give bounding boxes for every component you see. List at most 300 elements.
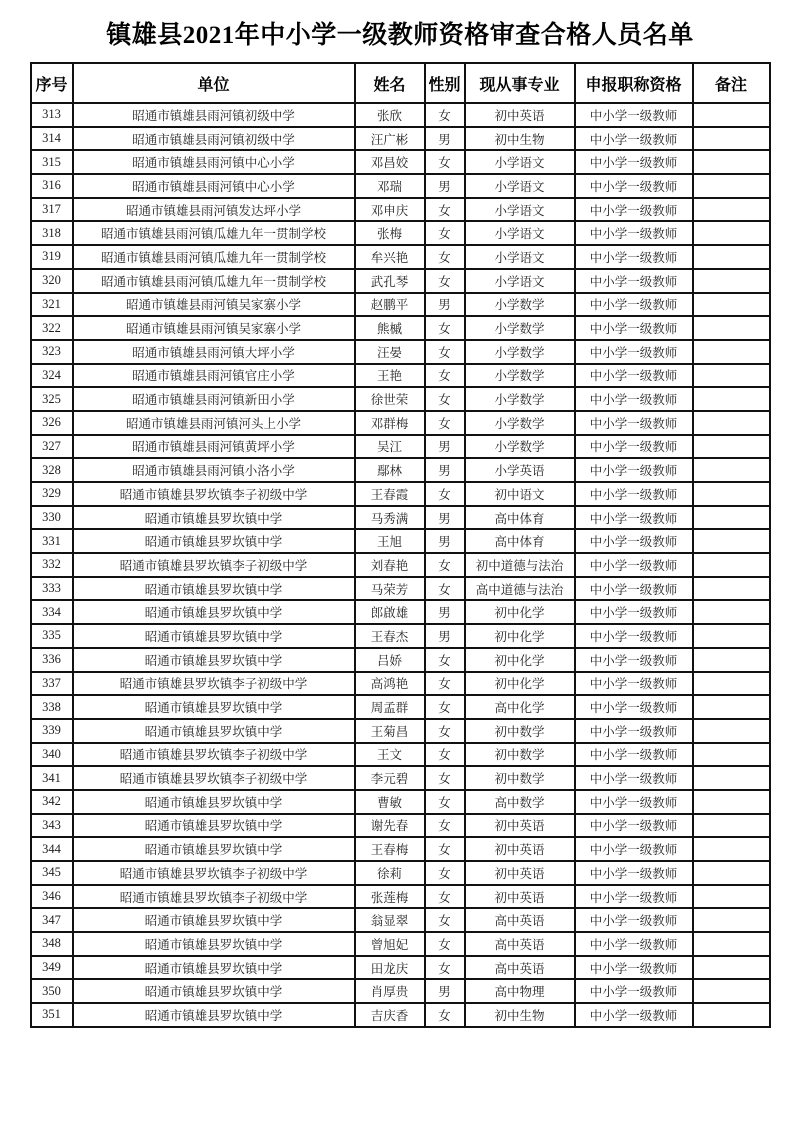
- cell-name: 张欣: [355, 103, 425, 127]
- header-cell-unit: 单位: [73, 63, 355, 103]
- cell-major: 小学数学: [465, 293, 575, 317]
- cell-title: 中小学一级教师: [575, 269, 693, 293]
- cell-gender: 女: [425, 695, 465, 719]
- cell-gender: 女: [425, 150, 465, 174]
- cell-title: 中小学一级教师: [575, 150, 693, 174]
- cell-remark: [693, 861, 770, 885]
- cell-remark: [693, 624, 770, 648]
- cell-index: 328: [31, 458, 73, 482]
- cell-gender: 女: [425, 387, 465, 411]
- cell-name: 肖厚贵: [355, 979, 425, 1003]
- cell-index: 344: [31, 837, 73, 861]
- cell-index: 340: [31, 743, 73, 767]
- cell-gender: 女: [425, 837, 465, 861]
- cell-title: 中小学一级教师: [575, 719, 693, 743]
- cell-index: 350: [31, 979, 73, 1003]
- cell-unit: 昭通市镇雄县雨河镇初级中学: [73, 103, 355, 127]
- cell-unit: 昭通市镇雄县罗坎镇中学: [73, 506, 355, 530]
- cell-gender: 女: [425, 103, 465, 127]
- cell-title: 中小学一级教师: [575, 624, 693, 648]
- cell-name: 郎啟雄: [355, 600, 425, 624]
- cell-title: 中小学一级教师: [575, 316, 693, 340]
- table-row: [31, 316, 770, 340]
- cell-title: 中小学一级教师: [575, 766, 693, 790]
- cell-gender: 女: [425, 553, 465, 577]
- cell-gender: 女: [425, 411, 465, 435]
- cell-remark: [693, 435, 770, 459]
- table-row: [31, 956, 770, 980]
- table-header: [31, 63, 770, 103]
- table-row: [31, 150, 770, 174]
- cell-name: 赵鹏平: [355, 293, 425, 317]
- cell-unit: 昭通市镇雄县罗坎镇中学: [73, 908, 355, 932]
- cell-remark: [693, 174, 770, 198]
- cell-title: 中小学一级教师: [575, 387, 693, 411]
- table-row: [31, 837, 770, 861]
- cell-index: 338: [31, 695, 73, 719]
- cell-title: 中小学一级教师: [575, 198, 693, 222]
- table-header-row: [31, 63, 770, 103]
- cell-index: 319: [31, 245, 73, 269]
- cell-name: 王春梅: [355, 837, 425, 861]
- cell-name: 高鸿艳: [355, 672, 425, 696]
- cell-remark: [693, 1003, 770, 1027]
- cell-major: 初中英语: [465, 814, 575, 838]
- cell-remark: [693, 956, 770, 980]
- cell-remark: [693, 672, 770, 696]
- cell-gender: 男: [425, 600, 465, 624]
- teacher-roster-table: [30, 62, 771, 1028]
- cell-unit: 昭通市镇雄县雨河镇吴家寨小学: [73, 316, 355, 340]
- cell-title: 中小学一级教师: [575, 814, 693, 838]
- cell-index: 317: [31, 198, 73, 222]
- cell-remark: [693, 837, 770, 861]
- cell-index: 325: [31, 387, 73, 411]
- cell-name: 李元碧: [355, 766, 425, 790]
- cell-gender: 女: [425, 482, 465, 506]
- cell-major: 小学数学: [465, 316, 575, 340]
- cell-name: 鄢林: [355, 458, 425, 482]
- cell-index: 329: [31, 482, 73, 506]
- cell-major: 小学语文: [465, 245, 575, 269]
- cell-name: 翁显翠: [355, 908, 425, 932]
- cell-major: 小学数学: [465, 364, 575, 388]
- cell-gender: 女: [425, 908, 465, 932]
- cell-index: 332: [31, 553, 73, 577]
- cell-index: 323: [31, 340, 73, 364]
- cell-unit: 昭通市镇雄县罗坎镇中学: [73, 956, 355, 980]
- cell-gender: 女: [425, 245, 465, 269]
- table-row: [31, 269, 770, 293]
- table-row: [31, 577, 770, 601]
- cell-unit: 昭通市镇雄县雨河镇中心小学: [73, 150, 355, 174]
- table-row: [31, 103, 770, 127]
- cell-unit: 昭通市镇雄县罗坎镇中学: [73, 837, 355, 861]
- cell-gender: 女: [425, 577, 465, 601]
- table-row: [31, 174, 770, 198]
- cell-unit: 昭通市镇雄县雨河镇中心小学: [73, 174, 355, 198]
- cell-major: 初中化学: [465, 672, 575, 696]
- cell-remark: [693, 577, 770, 601]
- cell-title: 中小学一级教师: [575, 885, 693, 909]
- table-row: [31, 340, 770, 364]
- cell-unit: 昭通市镇雄县雨河镇瓜雄九年一贯制学校: [73, 245, 355, 269]
- cell-major: 小学英语: [465, 458, 575, 482]
- cell-remark: [693, 979, 770, 1003]
- cell-index: 346: [31, 885, 73, 909]
- cell-major: 初中数学: [465, 719, 575, 743]
- cell-major: 初中英语: [465, 885, 575, 909]
- cell-title: 中小学一级教师: [575, 577, 693, 601]
- cell-unit: 昭通市镇雄县罗坎镇中学: [73, 790, 355, 814]
- cell-major: 小学语文: [465, 221, 575, 245]
- cell-unit: 昭通市镇雄县罗坎镇李子初级中学: [73, 885, 355, 909]
- cell-remark: [693, 743, 770, 767]
- cell-title: 中小学一级教师: [575, 648, 693, 672]
- cell-remark: [693, 648, 770, 672]
- cell-title: 中小学一级教师: [575, 529, 693, 553]
- cell-title: 中小学一级教师: [575, 221, 693, 245]
- cell-remark: [693, 387, 770, 411]
- cell-major: 高中数学: [465, 790, 575, 814]
- cell-remark: [693, 790, 770, 814]
- cell-index: 314: [31, 127, 73, 151]
- cell-gender: 男: [425, 979, 465, 1003]
- cell-index: 333: [31, 577, 73, 601]
- cell-gender: 女: [425, 932, 465, 956]
- cell-remark: [693, 885, 770, 909]
- cell-remark: [693, 127, 770, 151]
- header-cell-index: 序号: [31, 63, 73, 103]
- cell-unit: 昭通市镇雄县雨河镇瓜雄九年一贯制学校: [73, 269, 355, 293]
- cell-major: 初中化学: [465, 648, 575, 672]
- cell-title: 中小学一级教师: [575, 245, 693, 269]
- cell-major: 初中英语: [465, 837, 575, 861]
- cell-major: 初中语文: [465, 482, 575, 506]
- cell-title: 中小学一级教师: [575, 553, 693, 577]
- cell-major: 初中化学: [465, 600, 575, 624]
- cell-major: 小学语文: [465, 269, 575, 293]
- cell-gender: 女: [425, 340, 465, 364]
- cell-remark: [693, 458, 770, 482]
- cell-remark: [693, 506, 770, 530]
- cell-unit: 昭通市镇雄县罗坎镇李子初级中学: [73, 861, 355, 885]
- cell-title: 中小学一级教师: [575, 979, 693, 1003]
- cell-major: 高中体育: [465, 529, 575, 553]
- cell-unit: 昭通市镇雄县罗坎镇中学: [73, 979, 355, 1003]
- cell-index: 318: [31, 221, 73, 245]
- table-row: [31, 387, 770, 411]
- cell-name: 徐世荣: [355, 387, 425, 411]
- cell-unit: 昭通市镇雄县罗坎镇中学: [73, 719, 355, 743]
- cell-index: 348: [31, 932, 73, 956]
- cell-remark: [693, 198, 770, 222]
- cell-title: 中小学一级教师: [575, 600, 693, 624]
- cell-major: 初中生物: [465, 127, 575, 151]
- cell-gender: 女: [425, 221, 465, 245]
- cell-major: 小学数学: [465, 435, 575, 459]
- cell-index: 322: [31, 316, 73, 340]
- cell-title: 中小学一级教师: [575, 908, 693, 932]
- header-cell-major: 现从事专业: [465, 63, 575, 103]
- cell-major: 初中道德与法治: [465, 553, 575, 577]
- cell-major: 初中化学: [465, 624, 575, 648]
- cell-remark: [693, 932, 770, 956]
- cell-name: 吉庆香: [355, 1003, 425, 1027]
- cell-title: 中小学一级教师: [575, 837, 693, 861]
- cell-index: 316: [31, 174, 73, 198]
- cell-name: 邓申庆: [355, 198, 425, 222]
- table-row: [31, 411, 770, 435]
- table-row: [31, 435, 770, 459]
- cell-major: 小学语文: [465, 174, 575, 198]
- cell-major: 高中物理: [465, 979, 575, 1003]
- table-body: [31, 103, 770, 1027]
- cell-major: 高中英语: [465, 956, 575, 980]
- cell-name: 刘春艳: [355, 553, 425, 577]
- header-cell-remark: 备注: [693, 63, 770, 103]
- table-row: [31, 695, 770, 719]
- cell-title: 中小学一级教师: [575, 743, 693, 767]
- table-row: [31, 743, 770, 767]
- cell-index: 345: [31, 861, 73, 885]
- cell-name: 王菊昌: [355, 719, 425, 743]
- cell-unit: 昭通市镇雄县雨河镇黄坪小学: [73, 435, 355, 459]
- cell-title: 中小学一级教师: [575, 364, 693, 388]
- header-cell-gender: 性别: [425, 63, 465, 103]
- table-row: [31, 127, 770, 151]
- table-row: [31, 458, 770, 482]
- cell-name: 谢先春: [355, 814, 425, 838]
- cell-title: 中小学一级教师: [575, 1003, 693, 1027]
- table-row: [31, 648, 770, 672]
- cell-gender: 男: [425, 458, 465, 482]
- cell-major: 小学数学: [465, 387, 575, 411]
- cell-major: 高中道德与法治: [465, 577, 575, 601]
- table-row: [31, 814, 770, 838]
- cell-remark: [693, 482, 770, 506]
- cell-title: 中小学一级教师: [575, 174, 693, 198]
- header-cell-title: 申报职称资格: [575, 63, 693, 103]
- cell-title: 中小学一级教师: [575, 411, 693, 435]
- cell-unit: 昭通市镇雄县罗坎镇中学: [73, 695, 355, 719]
- cell-title: 中小学一级教师: [575, 506, 693, 530]
- table-row: [31, 885, 770, 909]
- cell-name: 吕娇: [355, 648, 425, 672]
- cell-index: 341: [31, 766, 73, 790]
- cell-major: 高中英语: [465, 932, 575, 956]
- cell-index: 313: [31, 103, 73, 127]
- cell-name: 武孔琴: [355, 269, 425, 293]
- table-row: [31, 908, 770, 932]
- cell-title: 中小学一级教师: [575, 435, 693, 459]
- cell-remark: [693, 293, 770, 317]
- cell-title: 中小学一级教师: [575, 790, 693, 814]
- cell-gender: 女: [425, 885, 465, 909]
- table-row: [31, 979, 770, 1003]
- cell-gender: 女: [425, 648, 465, 672]
- cell-remark: [693, 364, 770, 388]
- cell-name: 马荣芳: [355, 577, 425, 601]
- header-cell-name: 姓名: [355, 63, 425, 103]
- table-row: [31, 672, 770, 696]
- cell-major: 小学数学: [465, 340, 575, 364]
- cell-index: 315: [31, 150, 73, 174]
- cell-name: 周孟群: [355, 695, 425, 719]
- cell-index: 330: [31, 506, 73, 530]
- cell-major: 高中体育: [465, 506, 575, 530]
- cell-gender: 女: [425, 672, 465, 696]
- cell-major: 小学语文: [465, 150, 575, 174]
- cell-remark: [693, 766, 770, 790]
- cell-title: 中小学一级教师: [575, 293, 693, 317]
- cell-remark: [693, 150, 770, 174]
- cell-name: 吴江: [355, 435, 425, 459]
- cell-remark: [693, 553, 770, 577]
- cell-gender: 女: [425, 364, 465, 388]
- cell-title: 中小学一级教师: [575, 127, 693, 151]
- cell-unit: 昭通市镇雄县罗坎镇李子初级中学: [73, 766, 355, 790]
- cell-index: 326: [31, 411, 73, 435]
- cell-index: 347: [31, 908, 73, 932]
- cell-title: 中小学一级教师: [575, 482, 693, 506]
- cell-gender: 女: [425, 719, 465, 743]
- table-row: [31, 624, 770, 648]
- cell-title: 中小学一级教师: [575, 956, 693, 980]
- cell-index: 334: [31, 600, 73, 624]
- cell-index: 320: [31, 269, 73, 293]
- cell-index: 336: [31, 648, 73, 672]
- cell-major: 初中英语: [465, 861, 575, 885]
- cell-gender: 女: [425, 790, 465, 814]
- table-row: [31, 529, 770, 553]
- cell-title: 中小学一级教师: [575, 340, 693, 364]
- cell-major: 初中数学: [465, 743, 575, 767]
- table-row: [31, 364, 770, 388]
- cell-name: 王艳: [355, 364, 425, 388]
- table-row: [31, 198, 770, 222]
- cell-unit: 昭通市镇雄县罗坎镇李子初级中学: [73, 553, 355, 577]
- table-row: [31, 861, 770, 885]
- cell-unit: 昭通市镇雄县雨河镇吴家寨小学: [73, 293, 355, 317]
- cell-unit: 昭通市镇雄县雨河镇河头上小学: [73, 411, 355, 435]
- table-row: [31, 790, 770, 814]
- cell-title: 中小学一级教师: [575, 103, 693, 127]
- cell-major: 初中数学: [465, 766, 575, 790]
- cell-unit: 昭通市镇雄县雨河镇小洛小学: [73, 458, 355, 482]
- cell-name: 王春杰: [355, 624, 425, 648]
- cell-name: 邓昌姣: [355, 150, 425, 174]
- cell-major: 初中英语: [465, 103, 575, 127]
- table-row: [31, 766, 770, 790]
- cell-name: 田龙庆: [355, 956, 425, 980]
- cell-index: 342: [31, 790, 73, 814]
- cell-name: 王文: [355, 743, 425, 767]
- cell-major: 小学语文: [465, 198, 575, 222]
- table-row: [31, 719, 770, 743]
- cell-unit: 昭通市镇雄县雨河镇官庄小学: [73, 364, 355, 388]
- cell-title: 中小学一级教师: [575, 932, 693, 956]
- cell-title: 中小学一级教师: [575, 695, 693, 719]
- table-row: [31, 245, 770, 269]
- cell-unit: 昭通市镇雄县雨河镇瓜雄九年一贯制学校: [73, 221, 355, 245]
- cell-index: 331: [31, 529, 73, 553]
- cell-index: 335: [31, 624, 73, 648]
- cell-name: 王春霞: [355, 482, 425, 506]
- cell-remark: [693, 695, 770, 719]
- cell-gender: 男: [425, 529, 465, 553]
- cell-gender: 男: [425, 174, 465, 198]
- cell-gender: 女: [425, 766, 465, 790]
- cell-title: 中小学一级教师: [575, 861, 693, 885]
- cell-unit: 昭通市镇雄县雨河镇初级中学: [73, 127, 355, 151]
- cell-unit: 昭通市镇雄县罗坎镇李子初级中学: [73, 743, 355, 767]
- cell-unit: 昭通市镇雄县罗坎镇中学: [73, 529, 355, 553]
- table-row: [31, 1003, 770, 1027]
- cell-name: 汪广彬: [355, 127, 425, 151]
- cell-remark: [693, 719, 770, 743]
- cell-unit: 昭通市镇雄县罗坎镇李子初级中学: [73, 482, 355, 506]
- cell-major: 高中化学: [465, 695, 575, 719]
- cell-index: 321: [31, 293, 73, 317]
- cell-gender: 女: [425, 956, 465, 980]
- cell-unit: 昭通市镇雄县雨河镇新田小学: [73, 387, 355, 411]
- cell-gender: 女: [425, 743, 465, 767]
- cell-unit: 昭通市镇雄县罗坎镇李子初级中学: [73, 672, 355, 696]
- cell-remark: [693, 103, 770, 127]
- cell-name: 张莲梅: [355, 885, 425, 909]
- cell-name: 曹敏: [355, 790, 425, 814]
- cell-index: 324: [31, 364, 73, 388]
- table-row: [31, 553, 770, 577]
- page-title: 镇雄县2021年中小学一级教师资格审查合格人员名单: [106, 22, 694, 49]
- cell-index: 349: [31, 956, 73, 980]
- cell-remark: [693, 529, 770, 553]
- cell-name: 汪晏: [355, 340, 425, 364]
- cell-name: 曾旭妃: [355, 932, 425, 956]
- cell-index: 351: [31, 1003, 73, 1027]
- cell-major: 初中生物: [465, 1003, 575, 1027]
- cell-gender: 男: [425, 506, 465, 530]
- cell-name: 邓群梅: [355, 411, 425, 435]
- table-row: [31, 293, 770, 317]
- cell-gender: 女: [425, 269, 465, 293]
- table-row: [31, 482, 770, 506]
- cell-name: 张梅: [355, 221, 425, 245]
- table-row: [31, 932, 770, 956]
- cell-gender: 男: [425, 127, 465, 151]
- cell-gender: 女: [425, 861, 465, 885]
- cell-name: 马秀满: [355, 506, 425, 530]
- cell-index: 339: [31, 719, 73, 743]
- cell-name: 邓瑞: [355, 174, 425, 198]
- cell-unit: 昭通市镇雄县雨河镇大坪小学: [73, 340, 355, 364]
- cell-remark: [693, 316, 770, 340]
- cell-gender: 男: [425, 435, 465, 459]
- cell-index: 337: [31, 672, 73, 696]
- cell-major: 小学数学: [465, 411, 575, 435]
- cell-name: 牟兴艳: [355, 245, 425, 269]
- cell-unit: 昭通市镇雄县罗坎镇中学: [73, 932, 355, 956]
- cell-gender: 女: [425, 1003, 465, 1027]
- cell-remark: [693, 245, 770, 269]
- cell-unit: 昭通市镇雄县罗坎镇中学: [73, 814, 355, 838]
- cell-remark: [693, 600, 770, 624]
- cell-major: 高中英语: [465, 908, 575, 932]
- cell-unit: 昭通市镇雄县雨河镇发达坪小学: [73, 198, 355, 222]
- cell-remark: [693, 908, 770, 932]
- cell-remark: [693, 221, 770, 245]
